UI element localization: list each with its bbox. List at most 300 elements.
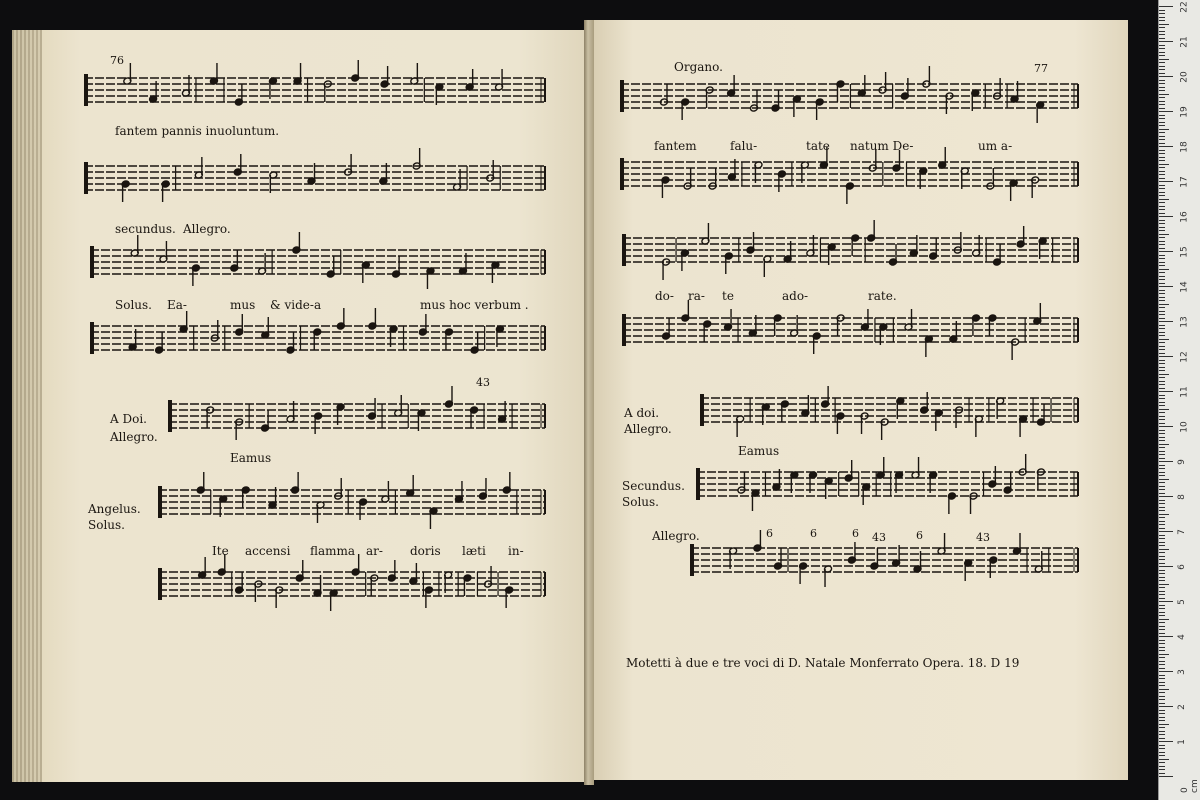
staff-system xyxy=(690,530,1078,587)
ruler-tick xyxy=(1159,731,1165,732)
ruler-tick xyxy=(1159,55,1165,56)
ruler-tick xyxy=(1159,90,1165,91)
ruler-tick xyxy=(1159,472,1165,473)
ruler-tick xyxy=(1159,587,1165,588)
figured-bass: 6 xyxy=(766,527,773,540)
ruler-tick xyxy=(1159,657,1165,658)
ruler-tick xyxy=(1159,468,1165,469)
ruler-tick xyxy=(1159,440,1165,441)
ruler-tick xyxy=(1159,346,1165,347)
part-label-allegro: Allegro. xyxy=(624,422,672,436)
lyrics-line-1: fantem pannis inuoluntum. xyxy=(115,124,280,138)
ruler-tick xyxy=(1159,643,1165,644)
ruler-tick xyxy=(1159,703,1165,704)
ruler-tick xyxy=(1159,62,1165,63)
ruler-tick xyxy=(1159,45,1165,46)
lyric-word: tate xyxy=(806,139,830,153)
ruler-tick xyxy=(1159,391,1173,392)
lyric-word: te xyxy=(722,289,734,303)
ruler-tick xyxy=(1159,153,1165,154)
ruler-tick xyxy=(1159,573,1165,574)
ruler-tick xyxy=(1159,286,1173,287)
ruler-tick xyxy=(1159,115,1165,116)
ruler-tick xyxy=(1159,52,1165,53)
ruler-tick xyxy=(1159,755,1165,756)
lyric-word: flamma xyxy=(310,544,356,558)
ruler-tick xyxy=(1159,486,1165,487)
ruler-tick xyxy=(1159,507,1165,508)
ruler-tick xyxy=(1159,615,1165,616)
ruler-label: 21 xyxy=(1179,36,1190,48)
ruler-label: 14 xyxy=(1179,281,1190,293)
ruler-tick xyxy=(1159,528,1165,529)
staff-system xyxy=(158,472,545,529)
staff-system xyxy=(700,386,1078,440)
part-label-solus: Solus. xyxy=(622,495,659,509)
ruler-tick xyxy=(1159,269,1169,270)
ruler-label: 17 xyxy=(1179,176,1190,188)
lyric-word: natum De- xyxy=(850,139,914,153)
ruler-tick xyxy=(1159,612,1165,613)
ruler-tick xyxy=(1159,724,1169,725)
ruler-label: 15 xyxy=(1179,246,1190,258)
ruler-tick xyxy=(1159,605,1165,606)
ruler-tick xyxy=(1159,759,1169,760)
ruler-tick xyxy=(1159,664,1165,665)
ruler-label: 16 xyxy=(1179,211,1190,223)
ruler-tick xyxy=(1159,31,1165,32)
ruler-tick xyxy=(1159,769,1165,770)
page-footer: Motetti à due e tre voci di D. Natale Monferrato Opera. 18. D 19 xyxy=(626,656,1020,670)
ruler-tick xyxy=(1159,738,1165,739)
lyric-word: in- xyxy=(508,544,524,558)
ruler-tick xyxy=(1159,654,1169,655)
ruler-tick xyxy=(1159,626,1165,627)
ruler-tick xyxy=(1159,139,1165,140)
staff-system xyxy=(620,147,1078,204)
ruler-tick xyxy=(1159,717,1165,718)
ruler-tick xyxy=(1159,437,1165,438)
ruler-tick xyxy=(1159,367,1165,368)
ruler-tick xyxy=(1159,388,1165,389)
lyric-word: ado- xyxy=(782,289,809,303)
part-label-allegro: Allegro. xyxy=(652,529,700,543)
ruler-tick xyxy=(1159,307,1165,308)
lyric-word: ra- xyxy=(688,289,705,303)
ruler-tick xyxy=(1159,325,1165,326)
ruler-tick xyxy=(1159,559,1165,560)
lyric-word: falu- xyxy=(730,139,758,153)
ruler-tick xyxy=(1159,594,1165,595)
ruler-label: 11 xyxy=(1179,386,1190,398)
ruler-tick xyxy=(1159,444,1169,445)
ruler-tick xyxy=(1159,510,1165,511)
ruler-label: 2 xyxy=(1176,704,1187,710)
ruler-tick xyxy=(1159,682,1165,683)
ruler-tick xyxy=(1159,220,1165,221)
ruler-tick xyxy=(1159,146,1173,147)
ruler-tick xyxy=(1159,710,1165,711)
ruler-tick xyxy=(1159,482,1165,483)
ruler-tick xyxy=(1159,398,1165,399)
ruler-tick xyxy=(1159,741,1173,742)
figured-bass: 43 xyxy=(476,376,490,389)
ruler-tick xyxy=(1159,122,1165,123)
ruler-label: 5 xyxy=(1176,599,1187,605)
ruler-tick xyxy=(1159,489,1165,490)
ruler-tick xyxy=(1159,311,1165,312)
ruler-tick xyxy=(1159,745,1165,746)
ruler-label: 7 xyxy=(1176,529,1187,535)
ruler-tick xyxy=(1159,66,1165,67)
ruler-tick xyxy=(1159,192,1165,193)
ruler-tick xyxy=(1159,671,1173,672)
staff-system xyxy=(84,60,545,106)
ruler-tick xyxy=(1159,332,1165,333)
ruler-tick xyxy=(1159,776,1173,777)
ruler-tick xyxy=(1159,143,1165,144)
ruler-tick xyxy=(1159,10,1165,11)
ruler-tick xyxy=(1159,104,1165,105)
staff-system xyxy=(622,300,1078,360)
ruler-tick xyxy=(1159,601,1173,602)
lyric-word: & vide-a xyxy=(270,298,322,312)
ruler-tick xyxy=(1159,591,1165,592)
ruler-tick xyxy=(1159,531,1173,532)
ruler-tick xyxy=(1159,157,1165,158)
ruler-tick xyxy=(1159,419,1165,420)
ruler-tick xyxy=(1159,636,1173,637)
lyric-word: ar- xyxy=(366,544,383,558)
ruler-tick xyxy=(1159,174,1165,175)
ruler-tick xyxy=(1159,384,1165,385)
ruler-label: 4 xyxy=(1176,634,1187,640)
ruler-tick xyxy=(1159,377,1165,378)
ruler-tick xyxy=(1159,136,1165,137)
page-header-organo: Organo. xyxy=(674,60,723,74)
staff-system xyxy=(168,386,545,440)
ruler-tick xyxy=(1159,216,1173,217)
ruler-tick xyxy=(1159,276,1165,277)
ruler-tick xyxy=(1159,720,1165,721)
ruler-label: 13 xyxy=(1179,316,1190,328)
tempo-allegro: Allegro. xyxy=(183,222,231,236)
ruler-tick xyxy=(1159,475,1165,476)
ruler-label: 20 xyxy=(1179,71,1190,83)
ruler-tick xyxy=(1159,293,1165,294)
ruler-tick xyxy=(1159,556,1165,557)
ruler-tick xyxy=(1159,479,1169,480)
staff-system xyxy=(90,232,545,289)
figured-bass: 6 xyxy=(810,527,817,540)
ruler-tick xyxy=(1159,552,1165,553)
lyric-word: accensi xyxy=(245,544,291,558)
staff-system xyxy=(84,148,545,202)
ruler-tick xyxy=(1159,339,1169,340)
part-label-allegro: Allegro. xyxy=(110,430,158,444)
ruler-tick xyxy=(1159,160,1165,161)
ruler-tick xyxy=(1159,262,1165,263)
ruler-tick xyxy=(1159,584,1169,585)
ruler-tick xyxy=(1159,248,1165,249)
ruler-tick xyxy=(1159,321,1173,322)
ruler-tick xyxy=(1159,202,1165,203)
ruler-label: 12 xyxy=(1179,351,1190,363)
ruler-tick xyxy=(1159,150,1165,151)
ruler-tick xyxy=(1159,34,1165,35)
ruler-tick xyxy=(1159,640,1165,641)
left-page-number: 76 xyxy=(110,54,124,67)
ruler-tick xyxy=(1159,314,1165,315)
ruler-tick xyxy=(1159,76,1173,77)
ruler-tick xyxy=(1159,668,1165,669)
ruler-tick xyxy=(1159,251,1173,252)
ruler-tick xyxy=(1159,171,1165,172)
ruler-tick xyxy=(1159,381,1165,382)
ruler-tick xyxy=(1159,461,1173,462)
ruler-tick xyxy=(1159,206,1165,207)
ruler-tick xyxy=(1159,223,1165,224)
ruler-tick xyxy=(1159,447,1165,448)
ruler-tick xyxy=(1159,566,1173,567)
ruler-tick xyxy=(1159,608,1165,609)
ruler-tick xyxy=(1159,199,1169,200)
ruler-tick xyxy=(1159,129,1169,130)
ruler-tick xyxy=(1159,451,1165,452)
lyric-word: do- xyxy=(655,289,674,303)
lyric-word: mus hoc verbum . xyxy=(420,298,529,312)
lyric-word: um a- xyxy=(978,139,1013,153)
ruler-tick xyxy=(1159,580,1165,581)
lyric-word: Eamus xyxy=(230,451,272,465)
ruler-tick xyxy=(1159,692,1165,693)
ruler-tick xyxy=(1159,685,1165,686)
ruler-tick xyxy=(1159,297,1165,298)
ruler-tick xyxy=(1159,542,1165,543)
ruler-tick xyxy=(1159,517,1165,518)
ruler-tick xyxy=(1159,496,1173,497)
ruler-tick xyxy=(1159,335,1165,336)
ruler-tick xyxy=(1159,598,1165,599)
ruler-tick xyxy=(1159,69,1165,70)
ruler-label: 18 xyxy=(1179,141,1190,153)
ruler-tick xyxy=(1159,328,1165,329)
ruler-tick xyxy=(1159,762,1165,763)
ruler-tick xyxy=(1159,500,1165,501)
ruler-tick xyxy=(1159,342,1165,343)
ruler-tick xyxy=(1159,493,1165,494)
ruler-tick xyxy=(1159,73,1165,74)
ruler-tick xyxy=(1159,521,1165,522)
ruler-label: 8 xyxy=(1176,494,1187,500)
ruler-tick xyxy=(1159,423,1165,424)
ruler-tick xyxy=(1159,549,1169,550)
part-label-a-doi: A Doi. xyxy=(110,412,147,426)
ruler-tick xyxy=(1159,395,1165,396)
ruler-tick xyxy=(1159,678,1165,679)
ruler-tick xyxy=(1159,524,1165,525)
ruler-tick xyxy=(1159,426,1173,427)
ruler-tick xyxy=(1159,433,1165,434)
ruler-tick xyxy=(1159,545,1165,546)
ruler-label: 3 xyxy=(1176,669,1187,675)
ruler-tick xyxy=(1159,689,1169,690)
ruler-tick xyxy=(1159,213,1165,214)
ruler-tick xyxy=(1159,185,1165,186)
right-page-number: 77 xyxy=(1034,62,1048,75)
lyric-word: rate. xyxy=(868,289,897,303)
ruler-tick xyxy=(1159,6,1173,7)
ruler-tick xyxy=(1159,209,1165,210)
ruler-tick xyxy=(1159,675,1165,676)
ruler-tick xyxy=(1159,244,1165,245)
ruler-tick xyxy=(1159,570,1165,571)
ruler-tick xyxy=(1159,17,1165,18)
ruler-tick xyxy=(1159,661,1165,662)
ruler-label: 22 xyxy=(1179,1,1190,13)
ruler-tick xyxy=(1159,458,1165,459)
ruler-tick xyxy=(1159,195,1165,196)
figured-bass: 43 xyxy=(976,531,990,544)
ruler-tick xyxy=(1159,258,1165,259)
ruler-tick xyxy=(1159,402,1165,403)
ruler-tick xyxy=(1159,633,1165,634)
staff-system xyxy=(620,66,1078,123)
ruler-tick xyxy=(1159,563,1165,564)
part-label-solus: Solus. xyxy=(88,518,125,532)
tempo-secundus: secundus. xyxy=(115,222,176,236)
staff-system xyxy=(90,308,545,354)
ruler-tick xyxy=(1159,412,1165,413)
ruler-tick xyxy=(1159,577,1165,578)
staff-system xyxy=(622,220,1078,280)
ruler-tick xyxy=(1159,94,1169,95)
ruler-tick xyxy=(1159,706,1173,707)
lyric-word: Ite xyxy=(212,544,229,558)
ruler-tick xyxy=(1159,87,1165,88)
ruler-tick xyxy=(1159,363,1165,364)
ruler-label: 9 xyxy=(1176,459,1187,465)
ruler-tick xyxy=(1159,647,1165,648)
ruler-tick xyxy=(1159,318,1165,319)
ruler-tick xyxy=(1159,353,1165,354)
ruler-tick xyxy=(1159,97,1165,98)
ruler-label: 10 xyxy=(1179,421,1190,433)
staff-system xyxy=(696,454,1078,514)
part-label-angelus: Angelus. xyxy=(88,502,141,516)
ruler-tick xyxy=(1159,227,1165,228)
ruler-tick xyxy=(1159,132,1165,133)
ruler-tick xyxy=(1159,13,1165,14)
part-label-a-doi: A doi. xyxy=(624,406,660,420)
ruler-tick xyxy=(1159,356,1173,357)
ruler-tick xyxy=(1159,188,1165,189)
lyric-word: læti xyxy=(462,544,486,558)
ruler-tick xyxy=(1159,241,1165,242)
ruler-tick xyxy=(1159,405,1165,406)
ruler-tick xyxy=(1159,304,1169,305)
ruler-tick xyxy=(1159,430,1165,431)
ruler-tick xyxy=(1159,164,1169,165)
ruler-tick xyxy=(1159,727,1165,728)
lyric-word: Ea- xyxy=(167,298,187,312)
ruler-tick xyxy=(1159,766,1165,767)
measurement-ruler xyxy=(1158,0,1200,800)
ruler-tick xyxy=(1159,59,1169,60)
ruler-tick xyxy=(1159,349,1165,350)
ruler-tick xyxy=(1159,713,1165,714)
ruler-label: 0 cm xyxy=(1180,779,1200,793)
ruler-tick xyxy=(1159,535,1165,536)
ruler-tick xyxy=(1159,374,1169,375)
ruler-tick xyxy=(1159,409,1169,410)
ruler-tick xyxy=(1159,752,1165,753)
ruler-tick xyxy=(1159,622,1165,623)
ruler-tick xyxy=(1159,181,1173,182)
ruler-tick xyxy=(1159,279,1165,280)
ruler-tick xyxy=(1159,283,1165,284)
ruler-tick xyxy=(1159,734,1165,735)
ruler-tick xyxy=(1159,265,1165,266)
figured-bass: 43 xyxy=(872,531,886,544)
part-label-secundus: Secundus. xyxy=(622,479,685,493)
ruler-tick xyxy=(1159,773,1165,774)
ruler-tick xyxy=(1159,237,1165,238)
ruler-tick xyxy=(1159,27,1165,28)
ruler-label: 6 xyxy=(1176,564,1187,570)
ruler-tick xyxy=(1159,699,1165,700)
ruler-tick xyxy=(1159,38,1165,39)
ruler-tick xyxy=(1159,83,1165,84)
ruler-tick xyxy=(1159,101,1165,102)
ruler-tick xyxy=(1159,125,1165,126)
ruler-tick xyxy=(1159,111,1173,112)
ruler-tick xyxy=(1159,748,1165,749)
ruler-label: 1 xyxy=(1176,739,1187,745)
ruler-tick xyxy=(1159,80,1165,81)
lyric-word: fantem xyxy=(654,139,697,153)
ruler-tick xyxy=(1159,272,1165,273)
ruler-tick xyxy=(1159,20,1165,21)
ruler-tick xyxy=(1159,370,1165,371)
ruler-tick xyxy=(1159,41,1173,42)
ruler-tick xyxy=(1159,167,1165,168)
ruler-tick xyxy=(1159,24,1169,25)
figured-bass: 6 xyxy=(852,527,859,540)
ruler-tick xyxy=(1159,290,1165,291)
staff-system xyxy=(158,554,545,611)
ruler-tick xyxy=(1159,234,1169,235)
ruler-tick xyxy=(1159,465,1165,466)
ruler-tick xyxy=(1159,48,1165,49)
lyric-word: mus xyxy=(230,298,256,312)
ruler-tick xyxy=(1159,454,1165,455)
ruler-tick xyxy=(1159,118,1165,119)
ruler-tick xyxy=(1159,629,1165,630)
ruler-tick xyxy=(1159,416,1165,417)
ruler-tick xyxy=(1159,650,1165,651)
ruler-tick xyxy=(1159,514,1169,515)
ruler-tick xyxy=(1159,108,1165,109)
ruler-tick xyxy=(1159,538,1165,539)
ruler-tick xyxy=(1159,696,1165,697)
lyric-word: Eamus xyxy=(738,444,780,458)
figured-bass: 6 xyxy=(916,529,923,542)
ruler-tick xyxy=(1159,255,1165,256)
ruler-tick xyxy=(1159,178,1165,179)
ruler-tick xyxy=(1159,300,1165,301)
ruler-tick xyxy=(1159,230,1165,231)
